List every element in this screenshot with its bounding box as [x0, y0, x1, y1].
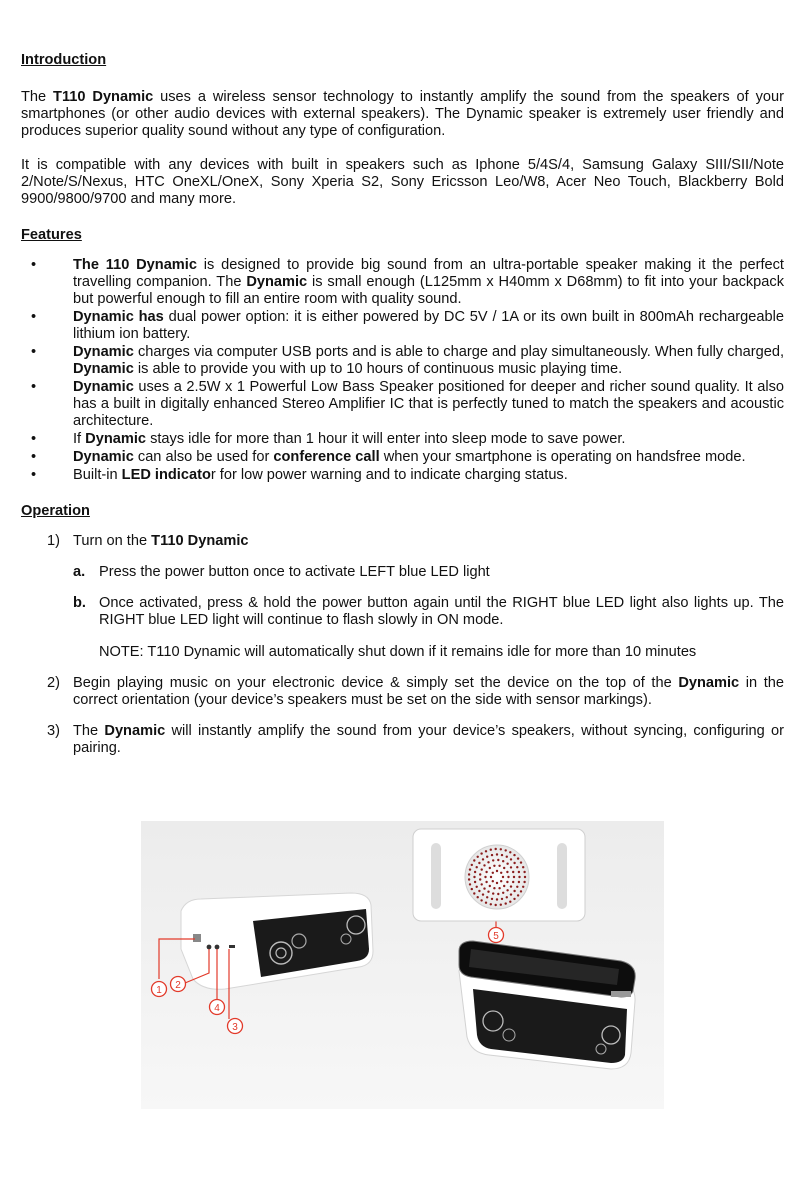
grill-dot: [502, 876, 504, 878]
grill-dot: [496, 882, 498, 884]
grill-dot: [469, 868, 471, 870]
operation-step-1a: a. Press the power button once to activate LEFT blue LED light: [73, 564, 490, 580]
grill-dot: [513, 862, 515, 864]
grill-dot: [473, 859, 475, 861]
grill-dot: [487, 891, 489, 893]
grill-dot: [485, 902, 487, 904]
grill-dot: [500, 872, 502, 874]
grill-dot: [489, 885, 491, 887]
grill-dot: [506, 889, 508, 891]
grill-dot: [471, 864, 473, 866]
grill-dot: [506, 881, 508, 883]
grill-dot: [517, 857, 519, 859]
grill-dot: [471, 888, 473, 890]
grill-dot: [491, 854, 493, 856]
grill-dot: [523, 871, 525, 873]
grill-dot: [495, 848, 497, 850]
grill-dot: [506, 856, 508, 858]
feature-item: • Dynamic has dual power option: it is either powered by DC 5V / 1A or its own built in 800mAh rechargeable lithium ion battery.: [31, 309, 784, 342]
grill-dot: [518, 871, 520, 873]
grill-dot: [522, 886, 524, 888]
grill-dot: [479, 878, 481, 880]
grill-dot: [490, 849, 492, 851]
grill-dot: [516, 866, 518, 868]
bullet-icon: •: [31, 257, 37, 273]
grill-dot: [485, 881, 487, 883]
grill-dot: [520, 861, 522, 863]
grill-dot: [487, 861, 489, 863]
grill-dot: [492, 880, 494, 882]
grill-dot: [512, 871, 514, 873]
operation-step-1b: b. Once activated, press & hold the power button again until the RIGHT blue LED light also lights up. The RIGHT blue LED light will continue to flash slowly in ON mode.: [73, 595, 784, 628]
callout-5-label: 5: [493, 931, 499, 942]
grill-dot: [492, 859, 494, 861]
intro-paragraph-1: The T110 Dynamic uses a wireless sensor technology to instantly amplify the sound from the speakers of your smartphones (or other audio devices with external speakers). The Dynamic speaker is extremely user friendly and produces superior quality sound without any type of configuration.: [21, 89, 784, 139]
product-photo: [141, 821, 664, 1109]
grill-dot: [518, 876, 520, 878]
feature-item: • If Dynamic stays idle for more than 1 hour it will enter into sleep mode to save power.: [31, 431, 626, 447]
grill-dot: [477, 896, 479, 898]
grill-dot: [484, 876, 486, 878]
grill-dot: [490, 876, 492, 878]
grill-dot: [480, 899, 482, 901]
manual-page: [21, 52, 784, 757]
grill-dot: [496, 898, 498, 900]
grill-dot: [520, 890, 522, 892]
grill-dot: [505, 849, 507, 851]
grill-dot: [507, 876, 509, 878]
grill-dot: [474, 881, 476, 883]
grill-dot: [496, 853, 498, 855]
bullet-icon: •: [31, 431, 37, 447]
grill-dot: [483, 887, 485, 889]
grill-dot: [482, 893, 484, 895]
speaker-with-phone: [459, 941, 635, 1069]
grill-dot: [501, 854, 503, 856]
grill-dot: [513, 876, 515, 878]
bullet-icon: •: [31, 449, 37, 465]
grill-dot: [478, 862, 480, 864]
grill-dot: [510, 893, 512, 895]
grill-dot: [510, 866, 512, 868]
grill-dot: [479, 873, 481, 875]
grill-dot: [501, 898, 503, 900]
grill-dot: [468, 873, 470, 875]
grill-dot: [500, 904, 502, 906]
grill-dot: [482, 858, 484, 860]
grill-dot: [505, 902, 507, 904]
grill-dot: [503, 867, 505, 869]
grill-dot: [498, 887, 500, 889]
grill-dot: [497, 859, 499, 861]
speaker-top-view: [413, 829, 585, 921]
grill-dot: [513, 890, 515, 892]
grill-dot: [489, 867, 491, 869]
intro-paragraph-2: It is compatible with any devices with built in speakers such as Iphone 5/4S/4, Samsung Galaxy SIII/SII/Note 2/Note/S/Nexus, HTC OneXL/OneX, Sony Xperia S2, Sony Ericsson Leo/W8, Acer Neo Touch, Blackberry Bold 9900/9800/9700 and many more.: [21, 157, 784, 207]
grill-dot: [495, 904, 497, 906]
grill-dot: [490, 903, 492, 905]
grill-dot: [477, 856, 479, 858]
callout-3-label: 3: [232, 1022, 238, 1033]
grill-dot: [512, 881, 514, 883]
grill-dot: [481, 883, 483, 885]
bullet-icon: •: [31, 379, 37, 395]
grill-dot: [523, 881, 525, 883]
grill-dot: [524, 876, 526, 878]
grill-dot: [503, 885, 505, 887]
grill-dot: [485, 850, 487, 852]
features-list: [21, 257, 784, 484]
grill-dot: [493, 865, 495, 867]
grill-dot: [469, 883, 471, 885]
grill-dot: [522, 866, 524, 868]
grill-dot: [486, 896, 488, 898]
operation-heading: Operation: [21, 503, 90, 519]
feature-item: • Built-in LED indicator for low power warning and to indicate charging status.: [31, 467, 568, 483]
grill-dot: [480, 852, 482, 854]
grill-dot: [502, 892, 504, 894]
grill-dot: [492, 892, 494, 894]
product-name: T110 Dynamic: [53, 89, 154, 105]
grill-dot: [468, 878, 470, 880]
grill-dot: [510, 858, 512, 860]
grill-dot: [485, 871, 487, 873]
bullet-icon: •: [31, 467, 37, 483]
grill-dot: [491, 898, 493, 900]
operation-step-3: 3) The Dynamic will instantly amplify the sound from your device’s speakers, without syncing, configuring or pairing.: [47, 723, 785, 756]
operation-step-2: 2) Begin playing music on your electronic device & simply set the device on the top of the Dynamic in the correct orientation (your device’s speakers must be set on the side with sensor markings).: [47, 675, 784, 708]
callout-2-label: 2: [175, 980, 181, 991]
grill-dot: [473, 892, 475, 894]
grill-dot: [476, 886, 478, 888]
grill-dot: [493, 887, 495, 889]
grill-dot: [492, 872, 494, 874]
feature-item: • Dynamic can also be used for conference call when your smartphone is operating on handsfree mode.: [31, 449, 746, 465]
callout-4-label: 4: [214, 1003, 220, 1014]
grill-dot: [502, 860, 504, 862]
grill-dot: [517, 894, 519, 896]
operation-note: NOTE: T110 Dynamic will automatically shut down if it remains idle for more than 10 minutes: [99, 644, 697, 660]
grill-dot: [513, 854, 515, 856]
grill-dot: [516, 886, 518, 888]
grill-dot: [497, 893, 499, 895]
grill-dot: [506, 871, 508, 873]
bullet-icon: •: [31, 344, 37, 360]
callout-1-label: 1: [156, 985, 162, 996]
operation-step-1: 1) Turn on the T110 Dynamic: [47, 533, 249, 549]
grill-dot: [473, 876, 475, 878]
grill-dot: [510, 885, 512, 887]
feature-item: • Dynamic uses a 2.5W x 1 Powerful Low Bass Speaker positioned for deeper and richer sound quality. It also has a built in digitally enhanced Stereo Amplifier IC that is perfectly tuned to match the speakers and acoustic architecture.: [31, 379, 784, 429]
grill-dot: [506, 863, 508, 865]
grill-dot: [486, 856, 488, 858]
grill-dot: [500, 848, 502, 850]
grill-dot: [476, 866, 478, 868]
grill-dot: [513, 898, 515, 900]
features-heading: Features: [21, 227, 82, 243]
grill-dot: [481, 868, 483, 870]
feature-item: • Dynamic charges via computer USB ports and is able to charge and play simultaneously. When fully charged, Dynamic is able to provide you with up to 10 hours of continuous music playing time.: [31, 344, 784, 377]
grill-dot: [496, 870, 498, 872]
bullet-icon: •: [31, 309, 37, 325]
grill-dot: [474, 871, 476, 873]
grill-dot: [518, 881, 520, 883]
grill-dot: [500, 880, 502, 882]
grill-dot: [509, 851, 511, 853]
grill-dot: [483, 864, 485, 866]
feature-item: • The 110 Dynamic is designed to provide big sound from an ultra-portable speaker making it the perfect travelling companion. The Dynamic is small enough (L125mm x H40mm x D68mm) to fit into your backpack but powerful enough to fill an entire room with quality sound.: [31, 257, 785, 307]
grill-dot: [498, 865, 500, 867]
grill-dot: [509, 901, 511, 903]
grill-dot: [506, 896, 508, 898]
grill-dot: [478, 890, 480, 892]
introduction-heading: Introduction: [21, 52, 107, 68]
